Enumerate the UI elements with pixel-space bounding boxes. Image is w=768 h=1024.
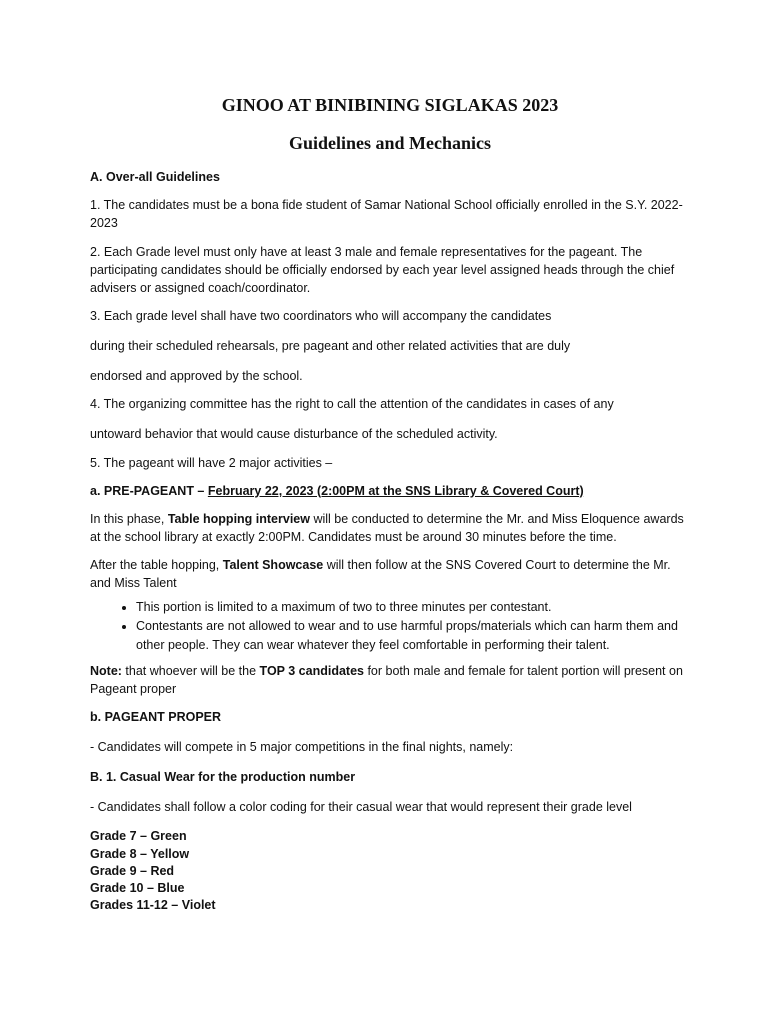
guideline-3-line-2: during their scheduled rehearsals, pre pageant and other related activities that are duly — [90, 339, 571, 354]
pre-pageant-heading — [90, 482, 690, 500]
pre-pageant-label: a. PRE-PAGEANT – — [90, 483, 208, 498]
talent-rules-list — [90, 598, 690, 653]
list-item: • This portion is limited to a maximum of two to three minutes per contestant. — [136, 598, 690, 616]
grade-color-item: Grade 10 – Blue — [90, 881, 185, 896]
grade-color-list — [90, 828, 690, 914]
note-top3: TOP 3 candidates — [259, 663, 364, 678]
guideline-4-line-1: 4. The organizing committee has the right to call the attention of the candidates in cases of any — [90, 397, 614, 412]
grade-color-item: Grade 7 – Green — [90, 829, 187, 844]
table-hopping-paragraph — [90, 510, 690, 546]
guideline-1: 1. The candidates must be a bona fide student of Samar National School officially enrolled in the S.Y. 2022-2023 — [90, 198, 683, 231]
note-text-end: for both male and female for talent portion will present on Pageant proper — [90, 663, 683, 696]
grade-color-item: Grades 11-12 – Violet — [90, 898, 216, 913]
document-body — [90, 92, 690, 915]
guideline-4-line-2: untoward behavior that would cause disturbance of the scheduled activity. — [90, 427, 498, 442]
pageant-proper-heading: b. PAGEANT PROPER — [90, 709, 222, 724]
talent-showcase-term: Talent Showcase — [222, 558, 324, 573]
compete-paragraph: - Candidates will compete in 5 major competitions in the final nights, namely: — [90, 740, 514, 755]
talent-paragraph — [90, 556, 690, 592]
section-a-heading: A. Over-all Guidelines — [90, 170, 220, 185]
note-text-mid: that whoever will be the — [121, 663, 260, 678]
phase-text-post: will be conducted to determine the Mr. and Miss Eloquence awards at the school library at exactly 2:00PM. Candidates must be around 30 minutes before the time. — [90, 511, 684, 544]
guideline-5: 5. The pageant will have 2 major activities – — [90, 455, 333, 470]
color-coding-paragraph: - Candidates shall follow a color coding for their casual wear that would represent their grade level — [90, 800, 632, 815]
note-label: Note: — [90, 663, 122, 678]
phase-text-pre: In this phase, — [90, 511, 168, 526]
pre-pageant-date: February 22, 2023 (2:00PM at the SNS Library & Covered Court) — [207, 483, 584, 498]
guideline-3-line-1: 3. Each grade level shall have two coordinators who will accompany the candidates — [90, 308, 552, 323]
note-paragraph — [90, 662, 690, 698]
grade-color-item: Grade 9 – Red — [90, 863, 175, 878]
casual-wear-heading: B. 1. Casual Wear for the production number — [90, 770, 356, 785]
table-hopping-term: Table hopping interview — [167, 511, 310, 526]
talent-text-pre: After the table hopping, — [90, 558, 223, 573]
guideline-3-line-3: endorsed and approved by the school. — [90, 369, 303, 384]
list-item: • Contestants are not allowed to wear and to use harmful props/materials which can harm them and other people. They can wear whatever they feel comfortable in performing their talent. — [136, 617, 690, 653]
guideline-2: 2. Each Grade level must only have at least 3 male and female representatives for the pageant. The participating candidates should be officially endorsed by each year level assigned heads through the chief advisers or assigned coach/coordinator. — [90, 244, 675, 295]
document-title: GINOO AT BINIBINING SIGLAKAS 2023 — [221, 95, 559, 115]
document-subtitle: Guidelines and Mechanics — [288, 133, 492, 154]
talent-text-post: will then follow at the SNS Covered Court to determine the Mr. and Miss Talent — [90, 558, 671, 591]
grade-color-item: Grade 8 – Yellow — [90, 846, 190, 861]
